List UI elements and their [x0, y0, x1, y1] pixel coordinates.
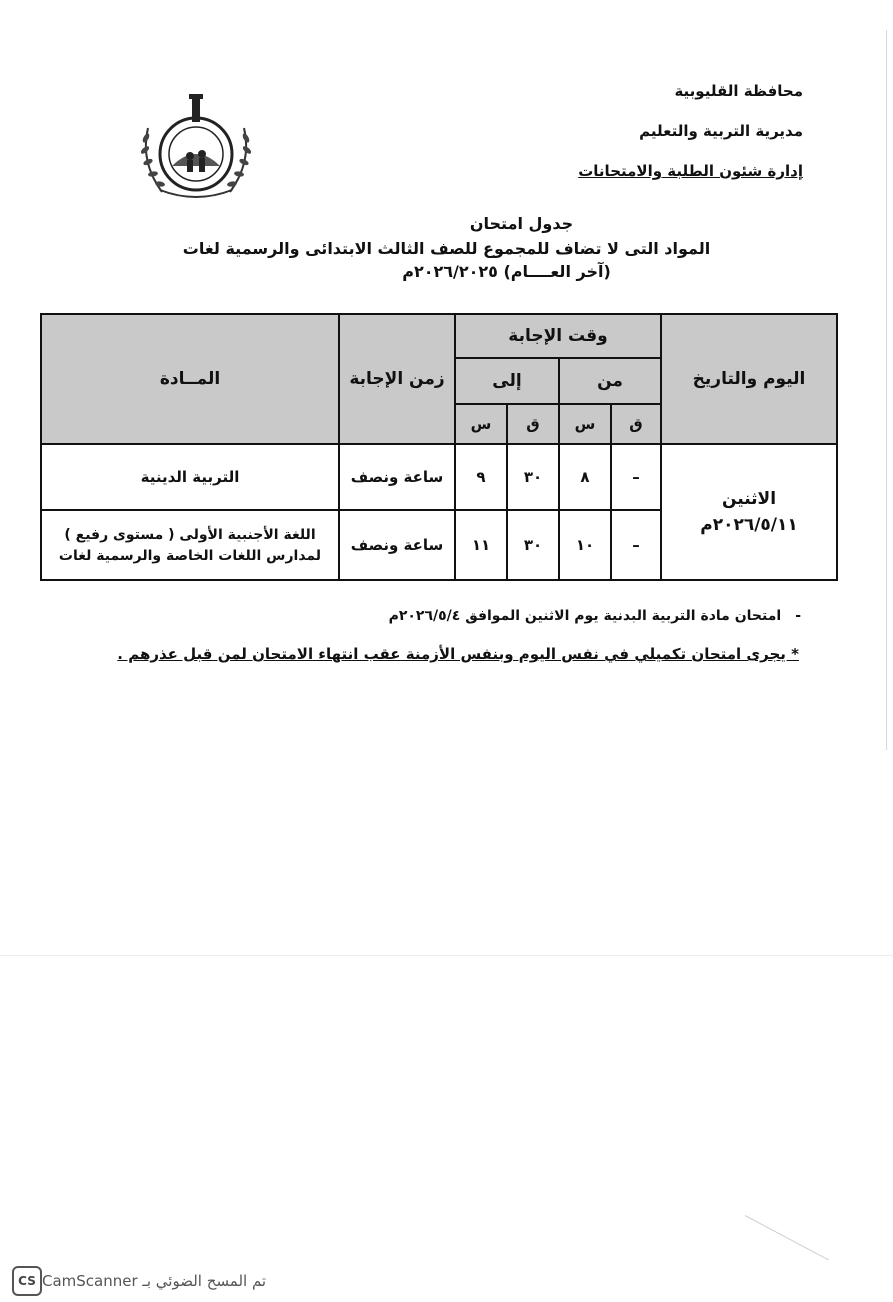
duration-cell: ساعة ونصف: [339, 444, 455, 510]
to-hour-cell: ١١: [455, 510, 507, 580]
scan-artifact-streak: [745, 1215, 829, 1260]
exam-day: الاثنين: [721, 489, 777, 509]
to-minute-cell: ٣٠: [507, 444, 559, 510]
from-hour-cell: ٨: [559, 444, 611, 510]
subject-name: التربية الدينية: [140, 468, 240, 486]
exam-date: ٢٠٢٦/٥/١١م: [700, 515, 798, 535]
header-from: من: [559, 358, 661, 404]
header-from-minute: ق: [611, 404, 661, 444]
note-makeup-exam: * يجرى امتحان تكميلي في نفس اليوم وبنفس الأزمنة عقب انتهاء الامتحان لمن قبل عذرهم .: [117, 645, 799, 663]
note-pe-text: امتحان مادة التربية البدنية يوم الاثنين الموافق ٢٠٢٦/٥/٤م: [388, 608, 782, 624]
from-minute-cell: –: [611, 510, 661, 580]
watermark-text: تم المسح الضوئي بـ CamScanner: [42, 1272, 267, 1290]
directorate-name: مديرية التربية والتعليم: [639, 122, 803, 140]
scan-edge-line: [886, 30, 887, 750]
header-to: إلى: [455, 358, 559, 404]
to-hour-cell: ٩: [455, 444, 507, 510]
subject-cell: [41, 510, 339, 580]
exam-schedule-table: [40, 313, 838, 581]
header-answer-time: وقت الإجابة: [455, 314, 661, 358]
governorate-name: محافظة القليوبية: [674, 82, 803, 100]
notes-block: [389, 608, 801, 624]
header-day-date: اليوم والتاريخ: [661, 314, 837, 444]
title-line-1: جدول امتحان: [469, 214, 574, 233]
table-row: [41, 444, 837, 510]
subject-name: اللغة الأجنبية الأولى ( مستوى رفيع ): [64, 526, 316, 543]
department-name: إدارة شئون الطلبة والامتحانات: [578, 162, 803, 180]
from-hour-cell: ١٠: [559, 510, 611, 580]
issuer-header: [578, 82, 803, 202]
header-from-hour: س: [559, 404, 611, 444]
scan-artifact-line: [0, 955, 893, 956]
header-to-hour: س: [455, 404, 507, 444]
subject-cell: [41, 444, 339, 510]
note-bullet: -: [795, 608, 801, 624]
from-minute-cell: –: [611, 444, 661, 510]
camscanner-logo-icon: CS: [12, 1266, 42, 1296]
emblem-graphic: [132, 92, 260, 206]
title-line-3: (آخر العــــام) ٢٠٢٦/٢٠٢٥م: [402, 262, 611, 281]
note-pe-exam: [389, 608, 801, 624]
header-to-minute: ق: [507, 404, 559, 444]
header-subject: المــادة: [41, 314, 339, 444]
document-titles: [0, 214, 893, 281]
day-date-cell: [661, 444, 837, 580]
camscanner-watermark: [6, 1266, 266, 1296]
ministry-emblem-icon: [132, 92, 260, 206]
duration-cell: ساعة ونصف: [339, 510, 455, 580]
header-duration: زمن الإجابة: [339, 314, 455, 444]
title-line-2: المواد التى لا تضاف للمجموع للصف الثالث الابتدائى والرسمية لغات: [182, 239, 711, 258]
subject-qualifier: لمدارس اللغات الخاصة والرسمية لغات: [58, 547, 322, 564]
to-minute-cell: ٣٠: [507, 510, 559, 580]
